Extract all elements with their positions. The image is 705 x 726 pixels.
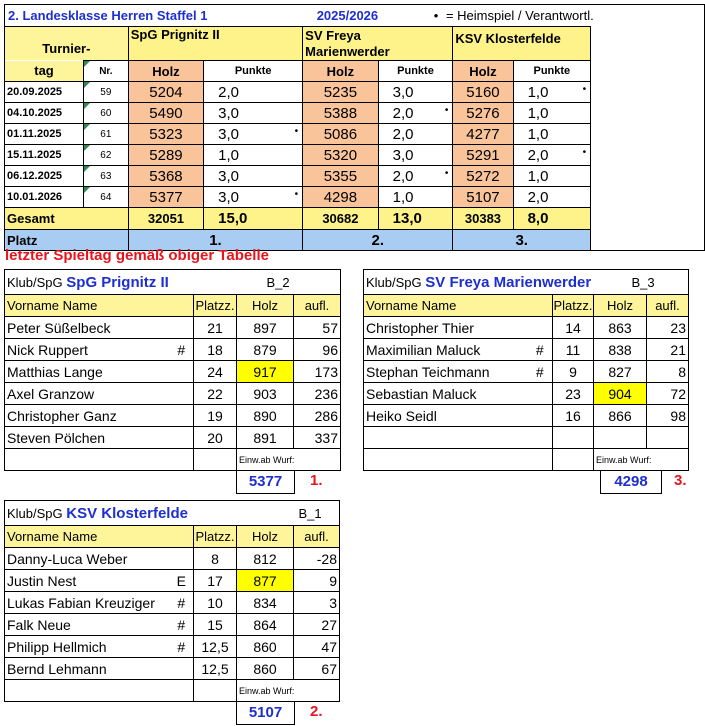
legend-text: = Heimspiel / Verantwortl. [445,8,594,23]
col-punkte-3: Punkte [513,61,591,82]
player-row: Nick Ruppert # 18 879 96 [5,339,341,361]
col-tag: tag [5,61,84,82]
standings-table [4,4,705,251]
col-turniertag: Turnier- [5,27,129,61]
platz-row: Platz 1. 2. 3. [5,230,705,251]
team3-header: KSV Klosterfelde [453,27,591,61]
player-row: Steven Pölchen 20 891 337 [5,427,341,449]
club3-rank: 2. [310,703,323,720]
player-row: Lukas Fabian Kreuziger # 10 834 3 [5,592,340,614]
player-row: Justin Nest E 17 877 9 [5,570,340,592]
club-name: KSV Klosterfelde [66,504,188,522]
club-code: B_2 [266,274,290,290]
match-row: 01.11.2025 61 5323 3,0 • 5086 2,0 4277 1,0 [5,124,705,145]
col-punkte-2: Punkte [378,61,453,82]
club2-total: 4298 [600,470,662,494]
match-row: 10.01.2026 64 5377 3,0 • 4298 1,0 5107 2,0 [5,187,705,208]
club-table-prignitz: Klub/SpG SpG Prignitz II B_2 Vorname Name Platzz. Holz aufl. Peter Süßelbeck 21 897 57 Nick Ruppert # 18 879 96 Matthias Lange 24 917 173 Axel Granzow 22 903 236 Christopher Ganz 19 890 286 Steven Pölchen 20 891 337 Einw.ab Wurf: [4,269,341,471]
player-row: Falk Neue # 15 864 27 [5,614,340,636]
col-holz-1: Holz [128,61,203,82]
match-row: 20.09.2025 59 5204 2,0 5235 3,0 5160 1,0 • [5,82,705,103]
player-row: Christopher Thier 14 863 23 [364,317,689,339]
club-name: SpG Prignitz II [66,273,169,291]
season: 2025/2026 [316,8,379,23]
player-row: Stephan Teichmann # 9 827 8 [364,361,689,383]
club1-rank: 1. [310,472,323,489]
player-row: Heiko Seidl 16 866 98 [364,405,689,427]
player-row: Maximilian Maluck # 11 838 21 [364,339,689,361]
page-title: 2. Landesklasse Herren Staffel 1 2025/2026 [8,8,379,23]
legend [378,5,704,27]
match-row: 06.12.2025 63 5368 3,0 5355 2,0 • 5272 1,0 [5,166,705,187]
player-row: Danny-Luca Weber 8 812 -28 [5,548,340,570]
team2-header: SV Freya Marienwerder [303,27,453,61]
club-table-klosterfelde: Klub/SpG KSV Klosterfelde B_1 Vorname Name Platzz. Holz aufl. Danny-Luca Weber 8 812 -28 Justin Nest E 17 877 9 Lukas Fabian Kreuziger # 10 834 3 Falk Neue # 15 864 27 Philipp Hellmich # 12,5 860 47 Bernd Lehmann 12,5 860 67 Einw.ab Wurf: [4,500,340,702]
match-row: 15.11.2025 62 5289 1,0 5320 3,0 5291 2,0 • [5,145,705,166]
col-holz-3: Holz [453,61,513,82]
club1-total: 5377 [236,470,295,494]
player-row: Matthias Lange 24 917 173 [5,361,341,383]
club-code: B_1 [298,505,322,521]
col-holz-2: Holz [303,61,378,82]
player-row: Axel Granzow 22 903 236 [5,383,341,405]
subtitle: letzter Spieltag gemäß obiger Tabelle [5,247,269,264]
club2-rank: 3. [674,472,687,489]
player-row: Sebastian Maluck 23 904 72 [364,383,689,405]
player-row: Bernd Lehmann 12,5 860 67 [5,658,340,680]
col-punkte-1: Punkte [204,61,303,82]
legend-dot: • [433,8,439,23]
player-row: Philipp Hellmich # 12,5 860 47 [5,636,340,658]
club3-total: 5107 [236,701,295,725]
club-code: B_3 [631,274,655,290]
team1-header: SpG Prignitz II [128,27,302,61]
player-row [364,427,689,449]
club-table-freya: Klub/SpG SV Freya Marienwerder B_3 Vorname Name Platzz. Holz aufl. Christopher Thier 14 863 23 Maximilian Maluck # 11 838 21 Stephan Teichmann # 9 827 8 Sebastian Maluck 23 904 72 Heiko Seidl 16 866 98 Einw.ab Wurf: [363,269,689,471]
col-nr: Nr. [83,61,128,82]
club-name: SV Freya Marienwerder [425,273,592,291]
gesamt-row: Gesamt 32051 15,0 30682 13,0 30383 8,0 [5,208,705,230]
player-row: Christopher Ganz 19 890 286 [5,405,341,427]
player-row: Peter Süßelbeck 21 897 57 [5,317,341,339]
match-row: 04.10.2025 60 5490 3,0 5388 2,0 • 5276 1,0 [5,103,705,124]
